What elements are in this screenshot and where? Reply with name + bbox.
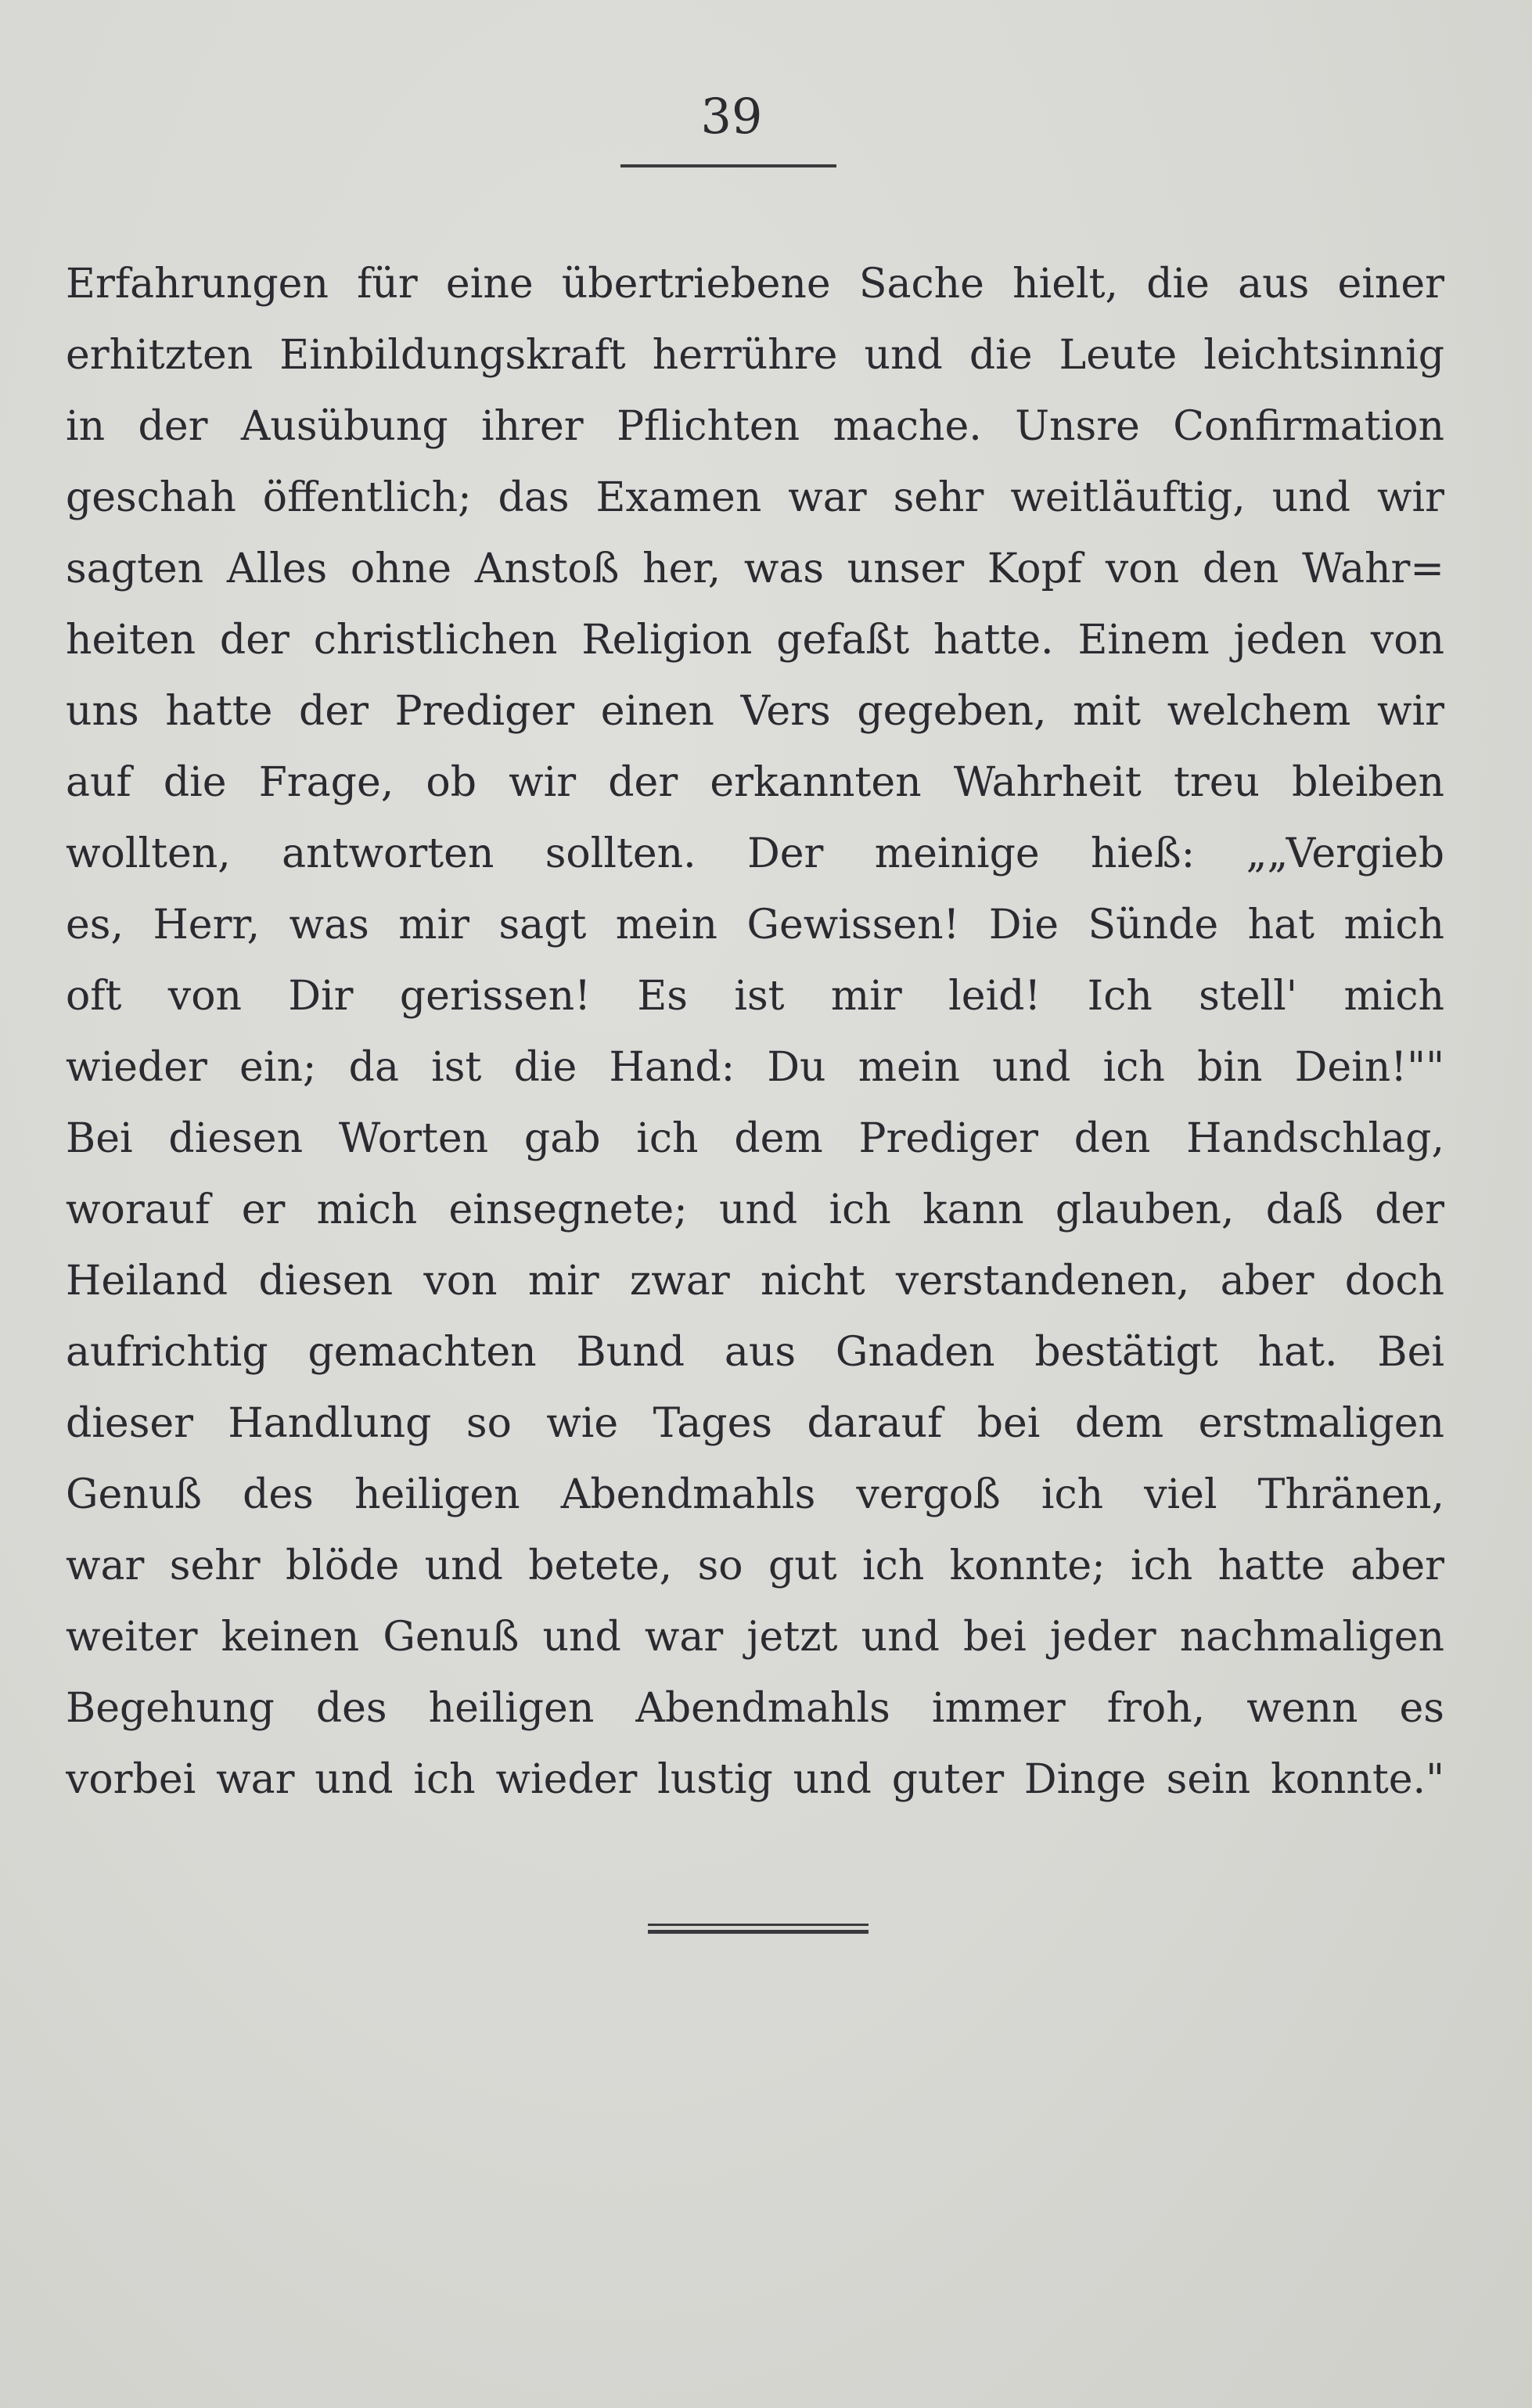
text-line: worauf er mich einsegnete; und ich kann glauben, daß der [66, 1186, 1444, 1233]
text-line: es, Herr, was mir sagt mein Gewissen! Die Sünde hat mich [66, 902, 1444, 948]
text-line: Erfahrungen für eine übertriebene Sache hielt, die aus einer [66, 261, 1444, 308]
text-line: uns hatte der Prediger einen Vers gegeben, mit welchem wir [66, 688, 1444, 735]
text-line: vorbei war und ich wieder lustig und guter Dinge sein konnte." [66, 1756, 1444, 1803]
text-line: sagten Alles ohne Anstoß her, was unser Kopf von den Wahr= [66, 545, 1444, 592]
text-line: wieder ein; da ist die Hand: Du mein und ich bin Dein!"" [66, 1044, 1444, 1091]
text-line: aufrichtig gemachten Bund aus Gnaden bestätigt hat. Bei [66, 1329, 1444, 1376]
text-line: Genuß des heiligen Abendmahls vergoß ich viel Thränen, [66, 1471, 1444, 1518]
text-line: wollten, antworten sollten. Der meinige hieß: „„Vergieb [66, 830, 1444, 877]
text-line: Heiland diesen von mir zwar nicht verstandenen, aber doch [66, 1258, 1444, 1305]
end-rule-thick [648, 1930, 868, 1934]
text-line: Begehung des heiligen Abendmahls immer froh, wenn es [66, 1685, 1444, 1732]
text-line: Bei diesen Worten gab ich dem Prediger den Handschlag, [66, 1115, 1444, 1162]
text-line: heiten der christlichen Religion gefaßt hatte. Einem jeden von [66, 617, 1444, 664]
text-line: oft von Dir gerissen! Es ist mir leid! Ich stell' mich [66, 973, 1444, 1020]
text-line: erhitzten Einbildungskraft herrühre und die Leute leichtsinnig [66, 332, 1444, 379]
text-line: dieser Handlung so wie Tages darauf bei dem erstmaligen [66, 1400, 1444, 1447]
end-rule-thin [648, 1924, 868, 1926]
text-line: geschah öffentlich; das Examen war sehr weitläuftig, und wir [66, 474, 1444, 521]
text-line: weiter keinen Genuß und war jetzt und bei jeder nachmaligen [66, 1614, 1444, 1661]
text-line: in der Ausübung ihrer Pflichten mache. Unsre Confirmation [66, 403, 1444, 450]
header-rule [620, 164, 836, 167]
text-line: auf die Frage, ob wir der erkannten Wahrheit treu bleiben [66, 759, 1444, 806]
body-text [66, 249, 1444, 1816]
page-number: 39 [700, 88, 763, 145]
text-line: war sehr blöde und betete, so gut ich konnte; ich hatte aber [66, 1542, 1444, 1589]
end-ornament-rule [648, 1924, 868, 1935]
